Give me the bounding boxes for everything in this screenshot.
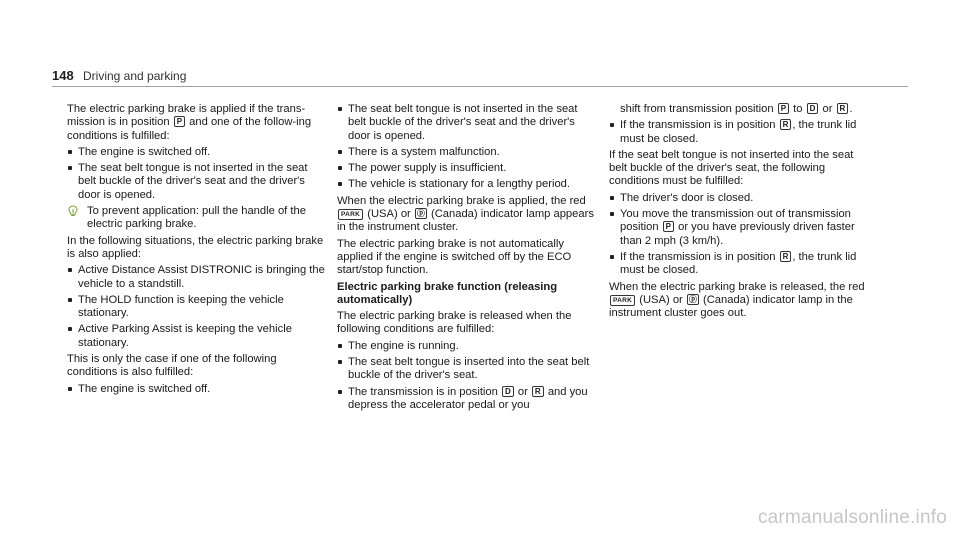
section-title: Driving and parking (83, 69, 187, 83)
transmission-r-icon: R (532, 386, 544, 397)
transmission-p-icon: P (778, 103, 789, 114)
situation-list (67, 264, 327, 350)
park-lamp-icon: PARK (610, 295, 635, 306)
page-number: 148 (52, 68, 74, 83)
paragraph: When the electric parking brake is applied, the red PARK (USA) or ⓟ (Canada) indicator lamp appears in the instrument cluster. (337, 194, 594, 234)
transmission-d-icon: D (807, 103, 819, 114)
list-item: The engine is running. (337, 340, 597, 353)
paragraph: If the seat belt tongue is not inserted into the seat belt buckle of the driver's seat, the following conditions must be fulfilled: (609, 148, 854, 188)
header-divider (52, 86, 908, 87)
list-item: If the transmission is in position R , the trunk lid must be closed. (609, 251, 869, 278)
list-item: The seat belt tongue is inserted into the seat belt buckle of the driver's seat. (337, 356, 597, 383)
section-heading: Electric parking brake function (releasing automatically) (337, 280, 558, 306)
column-2 (337, 103, 597, 415)
list-item: Active Parking Assist is keeping the vehicle stationary. (67, 323, 327, 350)
column-3 (609, 103, 869, 323)
condition-list (609, 119, 869, 146)
list-item: If the transmission is in position R , the trunk lid must be closed. (609, 119, 869, 146)
column-1 (67, 103, 327, 399)
note-text: To prevent application: pull the handle of the electric parking brake. (87, 205, 306, 231)
paragraph: This is only the case if one of the following conditions is also fulfilled: (67, 353, 277, 379)
list-item: The seat belt tongue is not inserted in the seat belt buckle of the driver's seat and the driver's door is opened. (337, 103, 597, 143)
transmission-p-icon: P (174, 116, 185, 127)
transmission-r-icon: R (837, 103, 849, 114)
transmission-d-icon: D (502, 386, 514, 397)
watermark: carmanualsonline.info (757, 507, 947, 528)
list-item: You move the transmission out of transmission position P or you have previously driven faster than 2 mph (3 km/h). (609, 208, 869, 248)
list-item: There is a system malfunction. (337, 146, 597, 159)
transmission-r-icon: R (780, 251, 792, 262)
park-lamp-icon: PARK (338, 209, 363, 220)
condition-list (337, 103, 597, 192)
condition-list (609, 192, 869, 278)
transmission-r-icon: R (780, 119, 792, 130)
paragraph: The electric parking brake is released when the following conditions are fulfilled: (337, 310, 572, 336)
condition-list (337, 340, 597, 412)
list-item: The vehicle is stationary for a lengthy period. (337, 178, 597, 191)
paragraph: The electric parking brake is not automatically applied if the engine is switched off by the ECO start/stop function. (337, 237, 572, 277)
list-item: The HOLD function is keeping the vehicle stationary. (67, 294, 327, 321)
list-item: The engine is switched off. (67, 146, 327, 159)
brake-lamp-icon: ⓟ (416, 209, 425, 219)
brake-lamp-icon: ⓟ (688, 294, 697, 304)
condition-list (67, 383, 327, 396)
paragraph: In the following situations, the electric parking brake is also applied: (67, 234, 324, 260)
lightbulb-icon (67, 205, 79, 217)
transmission-p-icon: P (663, 221, 674, 232)
paragraph: shift from transmission position P to D or R . (620, 103, 853, 115)
list-item: The driver's door is closed. (609, 192, 869, 205)
note (67, 205, 327, 232)
list-item: The power supply is insufficient. (337, 162, 597, 175)
list-item: Active Distance Assist DISTRONIC is bringing the vehicle to a standstill. (67, 264, 327, 291)
list-item: The transmission is in position D or R and you depress the accelerator pedal or you (337, 386, 597, 413)
condition-list (67, 146, 327, 202)
list-item: The engine is switched off. (67, 383, 327, 396)
paragraph: The electric parking brake is applied if the trans-mission is in position P and one of the follow-ing conditions is fulfilled: (67, 103, 312, 142)
paragraph: When the electric parking brake is released, the red PARK (USA) or ⓟ (Canada) indicator lamp in the instrument cluster goes out. (609, 280, 865, 320)
page-header (52, 68, 906, 86)
list-item: The seat belt tongue is not inserted in the seat belt buckle of the driver's seat and the driver's door is opened. (67, 162, 327, 202)
